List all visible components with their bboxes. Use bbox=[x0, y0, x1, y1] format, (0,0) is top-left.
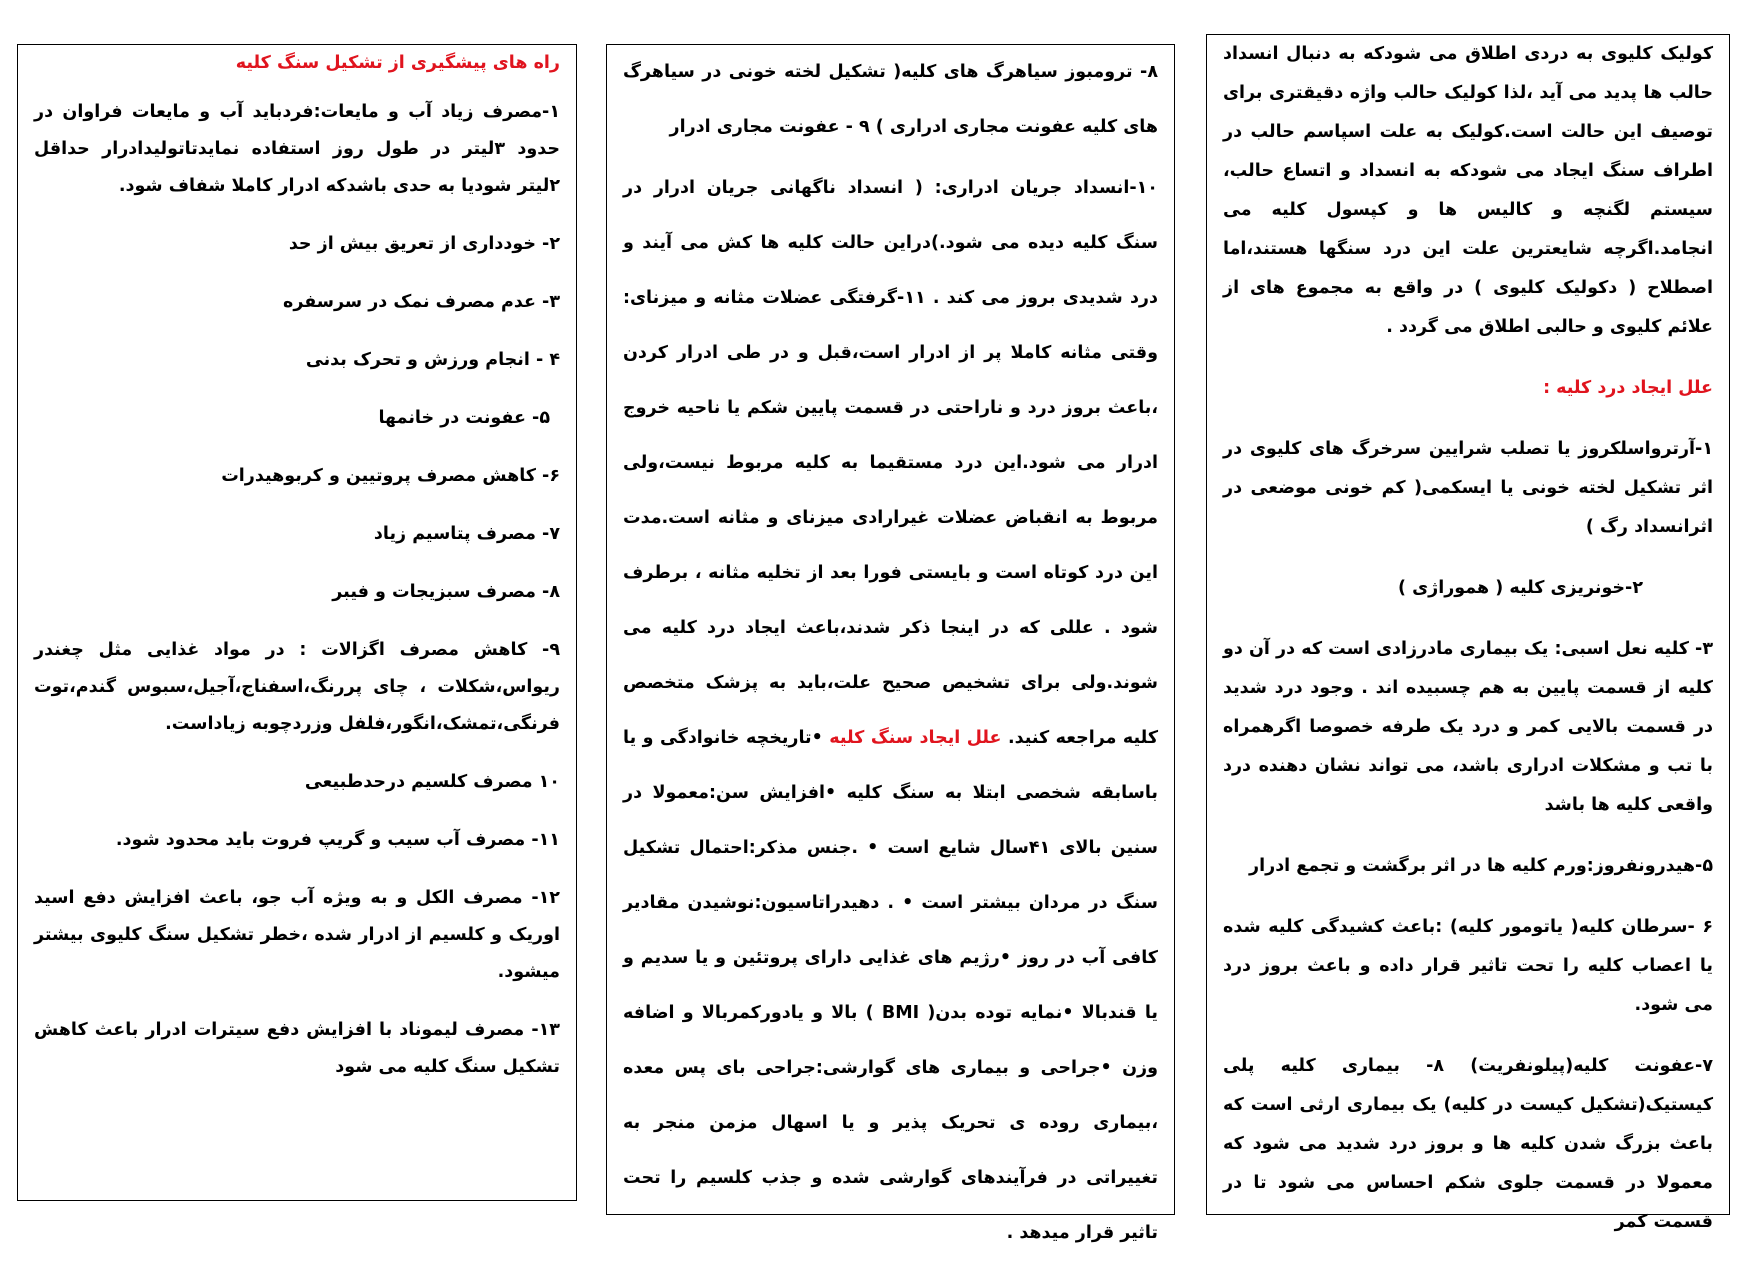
prevention-item-8: ۸- مصرف سبزیجات و فیبر bbox=[332, 582, 560, 602]
prevention-item-1: ۱-مصرف زیاد آب و مایعات:فردباید آب و مایعات فراوان در حدود ۳لیتر در طول روز استفاده نمایدتاتولیدادرار حداقل ۲لیتر شودیا به حدی باشدکه ادرار کاملا شفاف شود. bbox=[34, 102, 561, 196]
thrombosis-paragraph: ۸- ترومبوز سیاهرگ های کلیه( تشکیل لخته خونی در سیاهرگ های کلیه عفونت مجاری ادراری ) ۹ - عفونت مجاری ادرار bbox=[623, 62, 1158, 137]
kidney-pain-causes-heading: علل ایجاد درد کلیه : bbox=[1543, 378, 1713, 398]
prevention-item-3: ۳- عدم مصرف نمک در سرسفره bbox=[283, 292, 560, 312]
prevention-item-4: ۴ - انجام ورزش و تحرک بدنی bbox=[305, 350, 560, 370]
prevention-item-10: ۱۰ مصرف کلسیم درحدطبیعی bbox=[304, 772, 560, 792]
prevention-item-2: ۲- خودداری از تعریق بیش از حد bbox=[288, 234, 560, 254]
colic-intro-paragraph: کولیک کلیوی به دردی اطلاق می شودکه به دنبال انسداد حالب ها پدید می آید ،لذا کولیک حالب واژه دقیقتری برای توصیف این حالت است.کولیک به علت اسپاسم حالب در اطراف سنگ ایجاد می شودکه به انسداد و اتساع حالب، سیستم لگنچه و کالیس ها و کپسول کلیه می انجامد.اگرچه شایعترین علت این درد سنگها هستند،اما اصطلاح ( دکولیک کلیوی ) در واقع به مجموع های از علائم کلیوی و حالبی اطلاق می گردد . bbox=[1223, 44, 1713, 337]
right-column bbox=[1206, 34, 1730, 1232]
prevention-item-7: ۷- مصرف پتاسیم زیاد bbox=[373, 524, 560, 544]
middle-column bbox=[606, 44, 1175, 1243]
prevention-heading: راه های پیشگیری از تشکیل سنگ کلیه bbox=[235, 53, 560, 73]
prevention-item-11: ۱۱- مصرف آب سیب و گریپ فروت باید محدود شود. bbox=[115, 830, 560, 850]
cause-item-1: ۱-آرترواسلکروز یا تصلب شرایین سرخرگ های کلیوی در اثر تشکیل لخته خونی یا ایسکمی( کم خونی موضعی در اثرانسداد رگ ) bbox=[1223, 439, 1713, 537]
obstruction-text: ۱۰-انسداد جریان ادراری: ( انسداد ناگهانی جریان ادرار در سنگ کلیه دیده می شود.)دراین حالت کلیه ها کش می آیند و درد شدیدی بروز می کند . ۱۱-گرفتگی عضلات مثانه و میزنای: وقتی مثانه کاملا پر از ادرار است،قبل و در طی ادرار کردن ،باعث بروز درد و ناراحتی در قسمت پایین شکم یا ناحیه خروج ادرار می شود.این درد مستقیما به کلیه مربوط نیست،ولی مربوط به انقباض عضلات غیرارادی میزنای و مثانه است.مدت این درد کوتاه است و بایستی فورا بعد از تخلیه مثانه ، برطرف شود . عللی که در اینجا ذکر شدند،باعث ایجاد درد کلیه می شوند.ولی برای تشخیص صحیح علت،باید به پزشک متخصص کلیه مراجعه کنید. bbox=[623, 178, 1159, 748]
stone-risk-factors-text: •تاریخچه خانوادگی و یا باسابقه شخصی ابتلا به سنگ کلیه •افزایش سن:معمولا در سنین بالای ۴۱سال شایع است • .جنس مذکر:احتمال تشکیل سنگ در مردان بیشتر است • . دهیدراتاسیون:نوشیدن مقادیر کافی آب در روز •رژیم های غذایی دارای پروتئین و یا سدیم و یا قندبالا •نمایه توده بدن( BMI ) بالا و یادورکمربالا و اضافه وزن •جراحی و بیماری های گوارشی:جراحی بای پس معده ،بیماری روده ی تحریک پذیر و یا اسهال مزمن منجر به تغییراتی در فرآیندهای گوارشی شده و جذب کلسیم را تحت تاثیر قرار میدهد . bbox=[623, 728, 1159, 1243]
cause-item-2: ۲-خونریزی کلیه ( هموراژی ) bbox=[1398, 578, 1643, 598]
cause-item-5: ۵-هیدرونفروز:ورم کلیه ها در اثر برگشت و تجمع ادرار bbox=[1249, 856, 1713, 876]
obstruction-paragraph bbox=[623, 161, 1158, 1261]
prevention-item-13: ۱۳- مصرف لیموناد با افزایش دفع سیترات ادرار باعث کاهش تشکیل سنگ کلیه می شود bbox=[34, 1020, 560, 1077]
cause-item-3: ۳- کلیه نعل اسبی: یک بیماری مادرزادی است که در آن دو کلیه از قسمت پایین به هم چسبیده اند . وجود درد شدید در قسمت بالایی کمر و درد یک طرفه خصوصا اگرهمراه با تب و مشکلات ادراری باشد، می تواند نشان دهنده درد واقعی کلیه ها باشد bbox=[1223, 639, 1713, 815]
prevention-item-12: ۱۲- مصرف الکل و به ویژه آب جو، باعث افزایش دفع اسید اوریک و کلسیم از ادرار شده ،خطر تشکیل سنگ کلیوی بیشتر میشود. bbox=[34, 888, 560, 982]
cause-item-7-8: ۷-عفونت کلیه(پیلونفریت) ۸- بیماری کلیه پلی کیستیک(تشکیل کیست در کلیه) یک بیماری ارثی است که باعث بزرگ شدن کلیه ها و بروز درد شدید می شود که معمولا در قسمت جلوی شکم احساس می شود تا در قسمت کمر bbox=[1223, 1056, 1713, 1232]
left-column bbox=[17, 44, 577, 1201]
prevention-item-6: ۶- کاهش مصرف پروتیین و کربوهیدرات bbox=[221, 466, 560, 486]
prevention-item-9: ۹- کاهش مصرف اگزالات : در مواد غذایی مثل چغندر ریواس،شکلات ، چای پررنگ،اسفناج،آجیل،سبوس گندم،توت فرنگی،تمشک،انگور،فلفل وزردچوبه زیاداست. bbox=[34, 640, 560, 734]
kidney-stone-causes-heading: علل ایجاد سنگ کلیه bbox=[829, 728, 1002, 748]
prevention-item-5: ۵- عفونت در خانمها bbox=[378, 408, 550, 428]
cause-item-6: ۶ -سرطان کلیه( یاتومور کلیه) :باعث کشیدگی کلیه شده یا اعصاب کلیه را تحت تاثیر قرار داده و باعث بروز درد می شود. bbox=[1223, 917, 1713, 1015]
